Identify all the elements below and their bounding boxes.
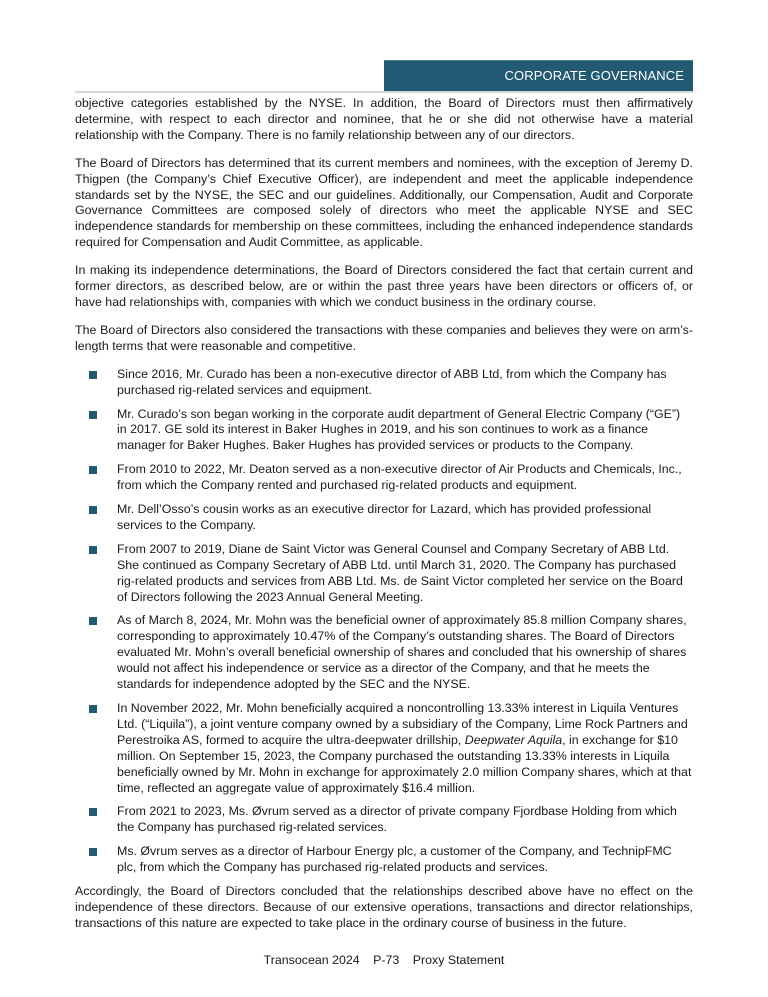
header-divider [75, 91, 693, 93]
list-item-text [117, 701, 691, 795]
square-bullet-icon [89, 546, 97, 554]
list-item [75, 804, 693, 836]
list-item-text-before: In November 2022, Mr. Mohn beneficially acquired a noncontrolling 13.33% interest in Liquila Ventures Ltd. (“Liquila”), a joint venture company owned by a subsidiary of the Company, Lime Rock Partners and Perestroika AS, formed to acquire the ultra-deepwater drillship, [117, 701, 688, 747]
square-bullet-icon [89, 705, 97, 713]
list-item [75, 613, 693, 693]
list-item-text: Mr. Dell’Osso’s cousin works as an executive director for Lazard, which has provided professional services to the Company. [117, 502, 652, 532]
vessel-name: Deepwater Aquila [464, 732, 563, 747]
list-item [75, 844, 693, 876]
list-item [75, 542, 693, 606]
footer-company-year: Transocean 2024 [263, 953, 360, 967]
square-bullet-icon [89, 808, 97, 816]
footer-page-number: P-73 [373, 953, 400, 967]
section-title: CORPORATE GOVERNANCE [504, 68, 684, 83]
list-item-text: Ms. Øvrum serves as a director of Harbour Energy plc, a customer of the Company, and TechnipFMC plc, from which the Company has purchased rig-related products and services. [117, 844, 672, 875]
paragraph-relationships-considered: In making its independence determinations, the Board of Directors considered the fact that certain current and former directors, as described below, are or within the past three years have been directors or officers of, or have had relationships with, companies with which we conduct business in the ordinary course. [75, 263, 693, 309]
square-bullet-icon [89, 466, 97, 474]
list-item-text: From 2007 to 2019, Diane de Saint Victor was General Counsel and Company Secretary of ABB Ltd. She continued as Company Secretary of ABB Ltd. until March 31, 2020. The Company has purchased rig-related products and services from ABB Ltd. Ms. de Saint Victor completed her service on the Board of Directors following the 2023 Annual General Meeting. [117, 541, 683, 604]
list-item-text: Since 2016, Mr. Curado has been a non-executive director of ABB Ltd, from which the Company has purchased rig-related services and equipment. [117, 366, 667, 397]
list-item [75, 407, 693, 455]
paragraph-conclusion: Accordingly, the Board of Directors concluded that the relationships described above have no effect on the independence of these directors. Because of our extensive operations, transactions and director relationships, transactions of this nature are expected to take place in the ordinary course of business in the future. [75, 884, 693, 930]
relationship-list [75, 367, 693, 876]
paragraph-nyse-objective-categories: objective categories established by the NYSE. In addition, the Board of Directors must then affirmatively determine, with respect to each director and nominee, that he or she did not otherwise have a material relationship with the Company. There is no family relationship between any of our directors. [75, 96, 693, 142]
square-bullet-icon [89, 617, 97, 625]
list-item [75, 367, 693, 399]
page-footer [0, 953, 768, 967]
paragraph-arms-length-terms: The Board of Directors also considered the transactions with these companies and believes they were on arm’s-length terms that were reasonable and competitive. [75, 322, 693, 353]
footer-document-name: Proxy Statement [412, 953, 505, 967]
list-item-text: Mr. Curado’s son began working in the corporate audit department of General Electric Company (“GE”) in 2017. GE sold its interest in Baker Hughes in 2019, and his son continues to work as a finance manager for Baker Hughes. Baker Hughes has provided services or products to the Company. [117, 406, 681, 453]
list-item-text-after: , in exchange for $10 million. On September 15, 2023, the Company purchased the outstanding 13.33% interests in Liquila beneficially owned by Mr. Mohn in exchange for approximately 2.0 million Company shares, which at that time, reflected an aggregate value of approximately $16.4 million. [117, 732, 692, 795]
list-item [75, 462, 693, 494]
square-bullet-icon [89, 848, 97, 856]
list-item [75, 701, 693, 796]
square-bullet-icon [89, 411, 97, 419]
list-item-text: From 2021 to 2023, Ms. Øvrum served as a director of private company Fjordbase Holding from which the Company has purchased rig-related services. [117, 804, 677, 835]
section-header-bar [384, 60, 693, 91]
list-item [75, 502, 693, 534]
list-item-text: As of March 8, 2024, Mr. Mohn was the beneficial owner of approximately 85.8 million Company shares, corresponding to approximately 10.47% of the Company’s outstanding shares. The Board of Directors evaluated Mr. Mohn’s overall beneficial ownership of shares and concluded that his ownership of shares would not affect his independence or service as a director of the Company, and that he meets the standards for independence adopted by the SEC and the NYSE. [117, 613, 687, 692]
page-body [75, 96, 693, 944]
square-bullet-icon [89, 371, 97, 379]
paragraph-independence-determination: The Board of Directors has determined that its current members and nominees, with the exception of Jeremy D. Thigpen (the Company’s Chief Executive Officer), are independent and meet the applicable independence standards set by the NYSE, the SEC and our guidelines. Additionally, our Compensation, Audit and Corporate Governance Committees are composed solely of directors who meet the applicable NYSE and SEC independence standards for membership on these committees, including the enhanced independence standards required for Compensation and Audit Committee, as applicable. [75, 155, 693, 250]
list-item-text: From 2010 to 2022, Mr. Deaton served as a non-executive director of Air Products and Chemicals, Inc., from which the Company rented and purchased rig-related products and equipment. [117, 462, 682, 493]
square-bullet-icon [89, 506, 97, 514]
